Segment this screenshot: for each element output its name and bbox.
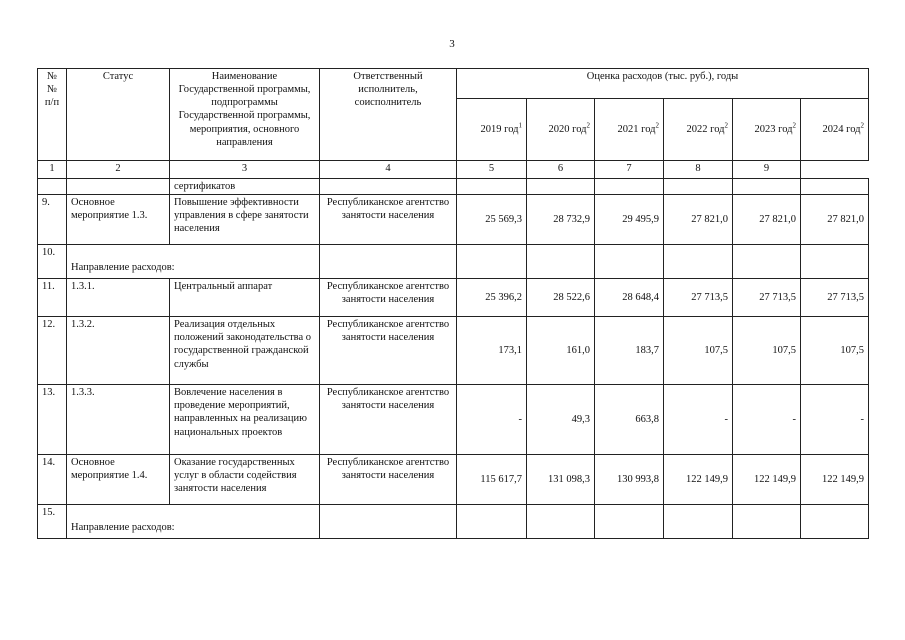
row-value: 131 098,3 [527,455,595,505]
table-row [38,385,869,455]
row-num: 14. [38,455,67,505]
row-value: 122 149,9 [733,455,801,505]
row-num: 15. [38,505,67,539]
row-num: 10. [38,245,67,279]
row-value: 27 713,5 [733,279,801,317]
row-value: - [733,385,801,455]
table-row [38,195,869,245]
header-num: № № п/п [38,69,67,161]
row-num: 9. [38,195,67,245]
row-responsible: Республиканское агентство занятости населения [320,279,457,317]
table-row [38,317,869,385]
row-value: 161,0 [527,317,595,385]
col-index: 8 [664,161,733,179]
row-responsible: Республиканское агентство занятости населения [320,385,457,455]
col-index: 6 [527,161,595,179]
header-costs: Оценка расходов (тыс. руб.), годы [457,69,869,99]
row-value: 107,5 [801,317,869,385]
row-status: 1.3.3. [67,385,170,455]
table-row [38,179,869,195]
row-value: - [801,385,869,455]
table-row [38,505,869,539]
row-value: 25 396,2 [457,279,527,317]
header-year-2019: 2019 год$^1$ [457,99,527,161]
table-row [38,279,869,317]
row-responsible [320,179,457,195]
col-index: 3 [170,161,320,179]
row-value: 27 713,5 [664,279,733,317]
row-direction-label: Направление расходов: [67,505,320,539]
row-value: 122 149,9 [801,455,869,505]
row-value: 25 569,3 [457,195,527,245]
row-direction-label: Направление расходов: [67,245,320,279]
row-value: 28 522,6 [527,279,595,317]
row-value: 27 821,0 [733,195,801,245]
row-value: 29 495,9 [595,195,664,245]
row-value: 107,5 [733,317,801,385]
header-year-2021: 2021 год$^2$ [595,99,664,161]
row-value: 28 648,4 [595,279,664,317]
row-value: 173,1 [457,317,527,385]
row-value: 49,3 [527,385,595,455]
header-year-2024: 2024 год$^2$ [801,99,869,161]
row-name: Повышение эффективности управления в сфере занятости населения [170,195,320,245]
row-value: - [664,385,733,455]
header-year-2022: 2022 год$^2$ [664,99,733,161]
row-value: 663,8 [595,385,664,455]
table-row [38,245,869,279]
row-responsible: Республиканское агентство занятости населения [320,455,457,505]
row-value: 107,5 [664,317,733,385]
row-num: 13. [38,385,67,455]
header-status: Статус [67,69,170,161]
row-value: 122 149,9 [664,455,733,505]
row-responsible: Республиканское агентство занятости населения [320,195,457,245]
row-name: Центральный аппарат [170,279,320,317]
row-value: 115 617,7 [457,455,527,505]
row-value: 27 821,0 [664,195,733,245]
row-num: 11. [38,279,67,317]
row-name: Вовлечение населения в проведение мероприятий, направленных на реализацию национальных проектов [170,385,320,455]
row-status: 1.3.2. [67,317,170,385]
col-index: 2 [67,161,170,179]
row-name: сертификатов [170,179,320,195]
col-index: 5 [457,161,527,179]
column-index-row [38,161,869,179]
row-value: 130 993,8 [595,455,664,505]
row-value: 28 732,9 [527,195,595,245]
header-responsible: Ответственный исполнитель, соисполнитель [320,69,457,161]
row-status: 1.3.1. [67,279,170,317]
row-value: - [457,385,527,455]
expenses-table [37,68,869,539]
row-name: Оказание государственных услуг в области содействия занятости населения [170,455,320,505]
col-index: 1 [38,161,67,179]
col-index: 7 [595,161,664,179]
row-name: Реализация отдельных положений законодательства о государственной гражданской службы [170,317,320,385]
row-value: 27 713,5 [801,279,869,317]
header-year-2020: 2020 год$^2$ [527,99,595,161]
row-num [38,179,67,195]
col-index: 9 [733,161,801,179]
row-status: Основное мероприятие 1.3. [67,195,170,245]
header-name: Наименование Государственной программы, подпрограммы Государственной программы, мероприятия, основного направления [170,69,320,161]
row-value: 27 821,0 [801,195,869,245]
row-value: 183,7 [595,317,664,385]
row-num: 12. [38,317,67,385]
row-status: Основное мероприятие 1.4. [67,455,170,505]
page-number: 3 [449,38,455,50]
row-responsible: Республиканское агентство занятости населения [320,317,457,385]
header-year-2023: 2023 год$^2$ [733,99,801,161]
table-row [38,455,869,505]
row-status [67,179,170,195]
col-index: 4 [320,161,457,179]
